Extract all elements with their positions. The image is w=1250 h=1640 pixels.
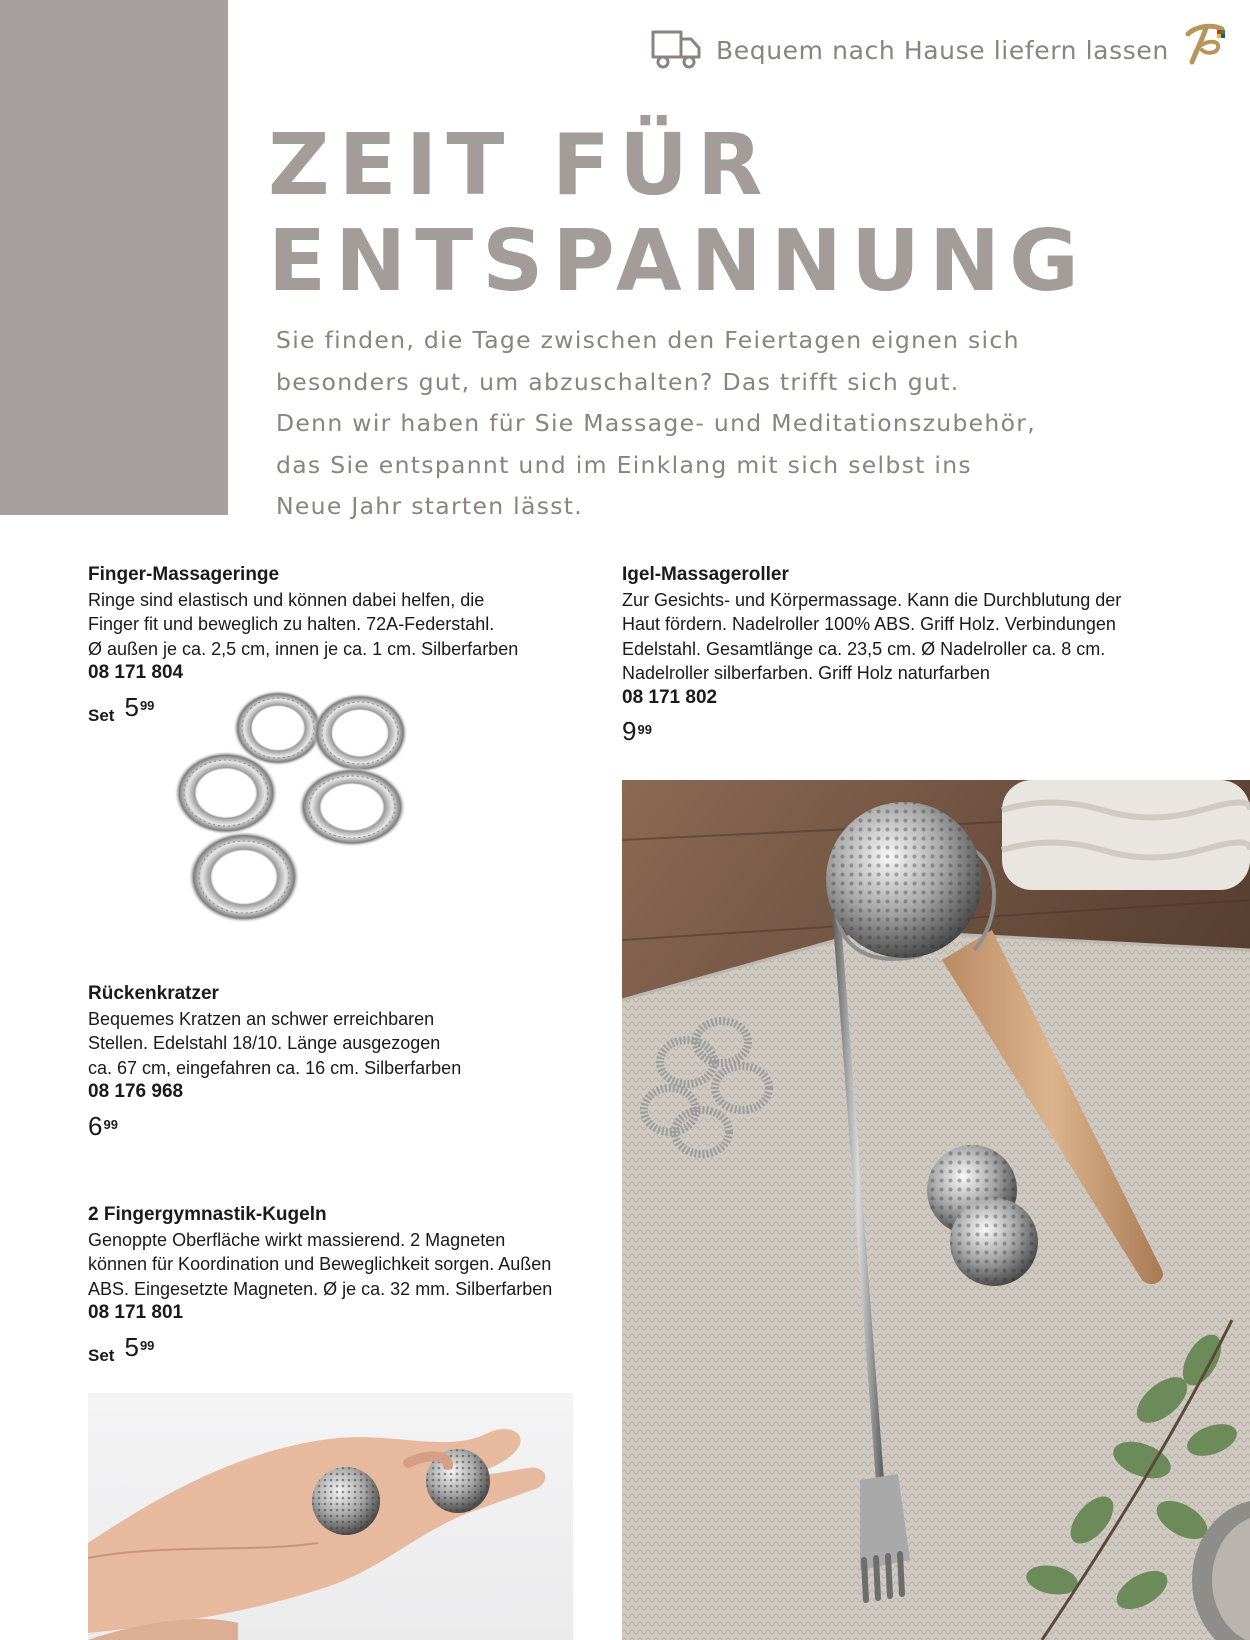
intro-line: das Sie entspannt und im Einklang mit sich selbst ins	[276, 450, 972, 479]
price-main: 9	[622, 716, 637, 746]
product-price	[88, 1111, 568, 1141]
article-number: 08 171 804	[88, 662, 184, 683]
product-title: Finger-Massageringe	[88, 564, 280, 585]
price-cents: 99	[139, 1337, 155, 1353]
product-description-line: Zur Gesichts- und Körpermassage. Kann die Durchblutung der	[622, 589, 1122, 610]
product-price	[622, 716, 1242, 746]
price-cents: 99	[139, 697, 155, 713]
article-number: 08 171 802	[622, 686, 718, 708]
product-title: Igel-Massageroller	[622, 564, 789, 585]
product-description-line: Stellen. Edelstahl 18/10. Länge ausgezogen	[88, 1033, 441, 1053]
product-description-line: Genoppte Oberfläche wirkt massierend. 2 Magneten	[88, 1229, 506, 1250]
product-description-line: Nadelroller silberfarben. Griff Holz naturfarben	[622, 663, 990, 683]
product-massage-roller	[622, 563, 1242, 746]
product-title: Rückenkratzer	[88, 983, 219, 1004]
product-description-line: Bequemes Kratzen an schwer erreichbaren	[88, 1008, 435, 1029]
product-description-line: Haut fördern. Nadelroller 100% ABS. Griff Holz. Verbindungen	[622, 614, 1116, 634]
delivery-banner[interactable]	[650, 26, 1169, 74]
price-cents: 99	[637, 722, 652, 737]
intro-paragraph	[276, 320, 1096, 528]
delivery-truck-icon	[650, 25, 702, 75]
product-finger-balls	[88, 1203, 588, 1368]
price-prefix: Set	[88, 705, 115, 725]
price-main: 6	[88, 1110, 103, 1141]
product-description-line: Ringe sind elastisch und können dabei helfen, die	[88, 589, 485, 610]
product-description-line: ca. 67 cm, eingefahren ca. 16 cm. Silberfarben	[88, 1057, 462, 1078]
intro-line: Neue Jahr starten lässt.	[276, 492, 584, 520]
product-back-scratcher	[88, 982, 568, 1141]
headline-line-2: ENTSPANNUNG	[268, 212, 1088, 311]
product-description-line: Finger fit und beweglich zu halten. 72A-Federstahl.	[88, 614, 495, 634]
product-description-line: Edelstahl. Gesamtlänge ca. 23,5 cm. Ø Nadelroller ca. 8 cm.	[622, 638, 1106, 659]
price-cents: 99	[103, 1116, 118, 1132]
brand-logo-icon	[1182, 20, 1230, 68]
product-description-line: Ø außen je ca. 2,5 cm, innen je ca. 1 cm. Silberfarben	[88, 638, 519, 659]
headline-line-1: ZEIT FÜR	[268, 116, 772, 215]
finger-rings-image	[160, 685, 480, 940]
price-main: 5	[124, 1331, 139, 1362]
product-title: 2 Fingergymnastik-Kugeln	[88, 1204, 327, 1225]
product-description-line: ABS. Eingesetzte Magneten. Ø je ca. 32 mm. Silberfarben	[88, 1278, 553, 1299]
article-number: 08 176 968	[88, 1081, 184, 1102]
intro-line: Sie finden, die Tage zwischen den Feiertagen eignen sich	[276, 326, 1020, 354]
price-prefix: Set	[88, 1345, 115, 1365]
price-main: 5	[124, 691, 139, 722]
lifestyle-product-image	[622, 780, 1250, 1640]
article-number: 08 171 801	[88, 1302, 184, 1323]
hand-with-balls-image	[88, 1393, 573, 1640]
intro-line: besonders gut, um abzuschalten? Das trifft sich gut.	[276, 367, 960, 396]
decorative-grey-block	[0, 0, 228, 515]
page-headline	[268, 118, 1088, 310]
product-price	[88, 1332, 588, 1369]
intro-line: Denn wir haben für Sie Massage- und Meditationszubehör,	[276, 409, 1037, 437]
product-description-line: können für Koordination und Beweglichkeit sorgen. Außen	[88, 1254, 552, 1274]
delivery-text: Bequem nach Hause liefern lassen	[716, 35, 1169, 65]
